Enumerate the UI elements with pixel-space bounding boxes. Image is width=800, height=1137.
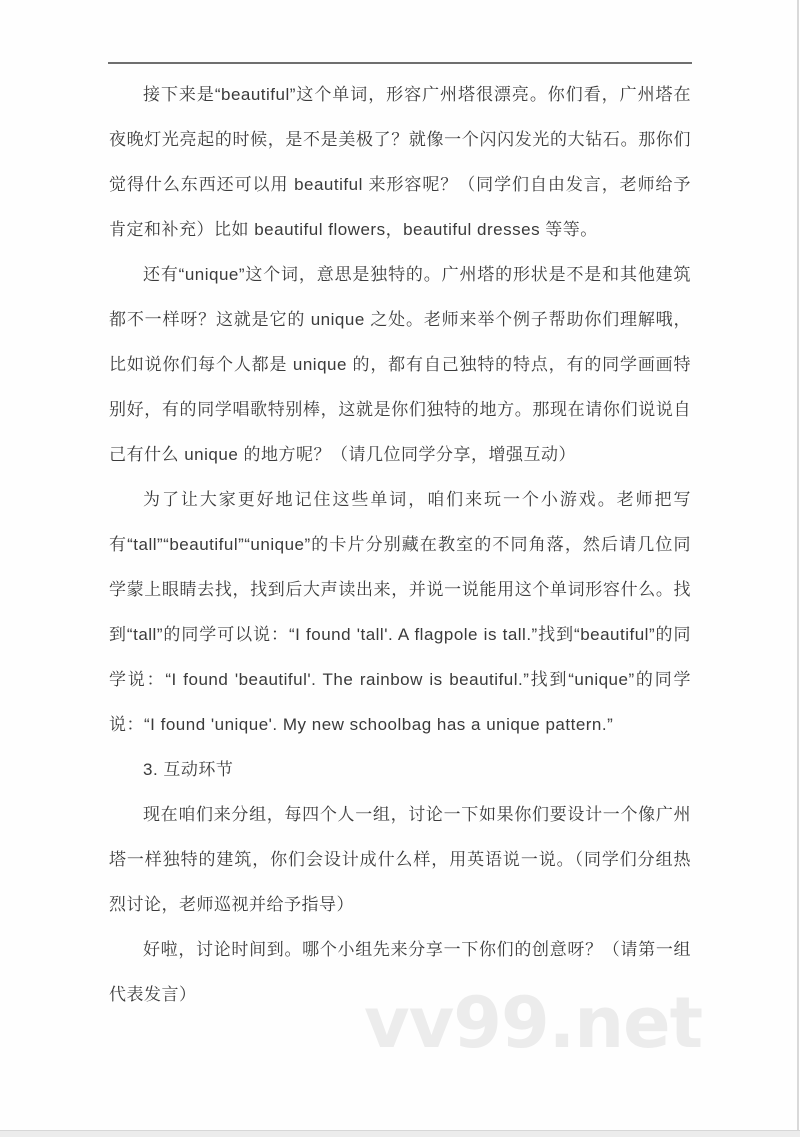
section-heading-interactive: 3. 互动环节 [143,760,234,779]
document-body [109,72,691,1017]
paragraph-beautiful-word: 接下来是“beautiful”这个单词，形容广州塔很漂亮。你们看，广州塔在夜晚灯光亮起的时候，是不是美极了？就像一个闪闪发光的大钻石。那你们觉得什么东西还可以用 beautiful 来形容呢？（同学们自由发言，老师给予肯定和补充）比如 beautiful flowers，beautiful dresses 等等。 [109,85,691,239]
watermark: vv99.net [364,982,703,1064]
page-right-edge [797,0,799,1130]
header-rule [108,62,692,64]
paragraph-group-discussion: 现在咱们来分组，每四个人一组，讨论一下如果你们要设计一个像广州塔一样独特的建筑，你们会设计成什么样，用英语说一说。（同学们分组热烈讨论，老师巡视并给予指导） [109,805,691,914]
paragraph-word-game: 为了让大家更好地记住这些单词，咱们来玩一个小游戏。老师把写有“tall”“beautiful”“unique”的卡片分别藏在教室的不同角落，然后请几位同学蒙上眼睛去找，找到后大声读出来，并说一说能用这个单词形容什么。找到“tall”的同学可以说：“I found 'tall'. A flagpole is tall.”找到“beautiful”的同学说：“I found 'beautiful'. The rainbow is beautiful.”找到“unique”的同学说：“I found 'unique'. My new schoolbag has a unique pattern.” [109,490,691,734]
paragraph-share-ideas: 好啦，讨论时间到。哪个小组先来分享一下你们的创意呀？（请第一组代表发言） [109,940,691,1004]
page-bottom-edge [0,1130,800,1137]
paragraph-unique-word: 还有“unique”这个词，意思是独特的。广州塔的形状是不是和其他建筑都不一样呀？这就是它的 unique 之处。老师来举个例子帮助你们理解哦，比如说你们每个人都是 unique 的，都有自己独特的特点，有的同学画画特别好，有的同学唱歌特别棒，这就是你们独特的地方。那现在请你们说说自己有什么 unique 的地方呢？（请几位同学分享，增强互动） [109,265,691,464]
